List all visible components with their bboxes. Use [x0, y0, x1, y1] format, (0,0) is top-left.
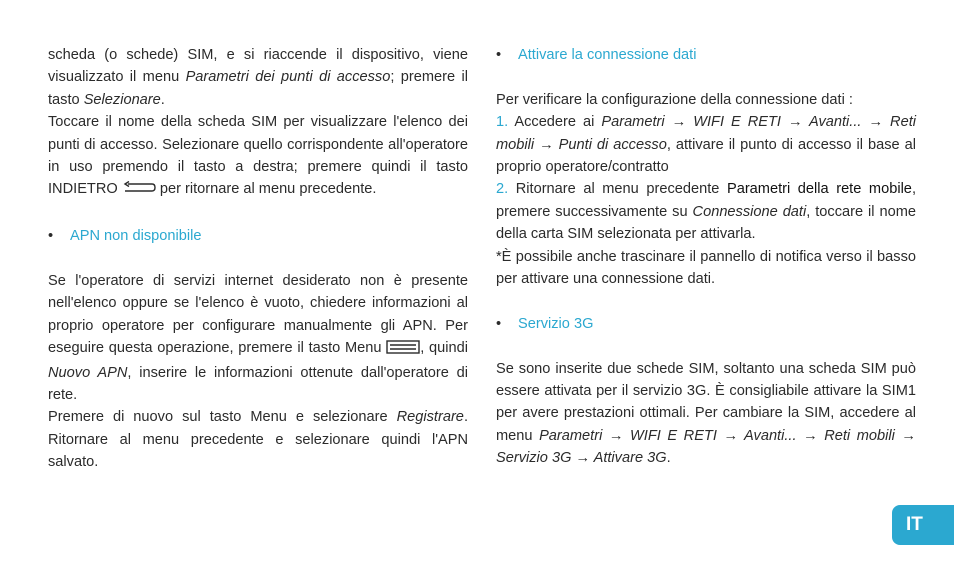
- text-run: , quindi: [420, 340, 468, 357]
- back-arrow-icon: [122, 180, 156, 202]
- menu-name: Registrare: [396, 409, 464, 426]
- step-2: [496, 178, 916, 245]
- step-number: 2.: [496, 181, 509, 198]
- text-run: Premere di nuovo sul tasto Menu e selezionare: [48, 409, 397, 426]
- text-run: Se sono inserite due schede SIM, soltanto una scheda SIM può essere attivata per il servizio 3G. È consigliabile attivare la SIM1 per avere prestazioni ottimali. Per cambiare la SIM, accedere al menu: [496, 360, 916, 444]
- text-run: Toccare il nome della scheda SIM per visualizzare l'elenco dei punti di accesso. Selezionare quello corrispondente all'operatore in uso premendo il tasto a destra; premere quindi il tasto INDIETRO: [48, 114, 468, 198]
- left-paragraph-3: [48, 270, 468, 406]
- right-note: *È possibile anche trascinare il pannello di notifica verso il basso per attivare una connessione dati.: [496, 248, 916, 288]
- bullet-activate-data: [496, 44, 916, 66]
- text-run: Se l'operatore di servizi internet desiderato non è presente nell'elenco oppure se l'elenco è vuoto, chiedere informazioni al proprio operatore per configurare manualmente gli APN. Per eseguire questa operazione, premere il tasto Menu: [48, 273, 468, 357]
- right-intro: Per verificare la configurazione della connessione dati :: [496, 91, 853, 108]
- text-run: per ritornare al menu precedente.: [155, 181, 377, 198]
- bullet-heading: Attivare la connessione dati: [518, 47, 697, 63]
- menu-key-icon: [386, 339, 420, 361]
- text-run: , premere successivamente su: [496, 181, 916, 220]
- text-run: , attivare il punto di accesso il base al proprio operatore/contratto: [496, 136, 916, 176]
- right-column: [496, 44, 916, 470]
- text-run: , toccare il nome della carta SIM selezionata per attivarla.: [496, 203, 916, 243]
- left-column: [48, 44, 468, 474]
- text-run: .: [160, 91, 165, 108]
- bullet-dot: •: [48, 228, 54, 245]
- bullet-dot: •: [496, 47, 502, 63]
- bullet-apn-unavailable: [48, 225, 468, 247]
- menu-name: Parametri dei punti di accesso: [185, 69, 391, 86]
- text-run: .: [666, 450, 671, 467]
- language-tab: IT: [892, 505, 954, 545]
- menu-name: Selezionare: [83, 91, 161, 108]
- step-1: [496, 111, 916, 178]
- bullet-dot: •: [496, 315, 502, 332]
- text-run: scheda (o schede) SIM, e si riaccende il dispositivo, viene visualizzato il menu: [48, 47, 468, 86]
- bullet-3g-service: [496, 313, 916, 335]
- left-paragraph-1: [48, 44, 468, 111]
- text-run: ; premere il tasto: [48, 69, 468, 108]
- text-run: Ritornare al menu precedente: [508, 181, 727, 198]
- bullet-heading: APN non disponibile: [70, 228, 202, 245]
- text-run: . Ritornare al menu precedente e selezionare quindi l'APN salvato.: [48, 409, 468, 471]
- menu-path: Parametri → WIFI E RETI → Avanti... → Reti mobili → Punti di accesso: [496, 114, 916, 153]
- step-number: 1.: [496, 114, 509, 131]
- menu-path: Parametri → WIFI E RETI → Avanti... → Reti mobili → Servizio 3G → Attivare 3G: [496, 427, 916, 467]
- menu-name-emphasis: Parametri della rete mobile: [726, 181, 912, 198]
- right-paragraph-3g: [496, 358, 916, 470]
- menu-name: Connessione dati: [692, 203, 807, 220]
- text-run: Accedere ai: [508, 114, 602, 131]
- text-run: , inserire le informazioni ottenute dall'operatore di rete.: [48, 364, 468, 404]
- left-paragraph-2: [48, 111, 468, 203]
- bullet-heading: Servizio 3G: [518, 315, 594, 332]
- menu-name: Nuovo APN: [48, 364, 128, 381]
- left-paragraph-4: [48, 406, 468, 473]
